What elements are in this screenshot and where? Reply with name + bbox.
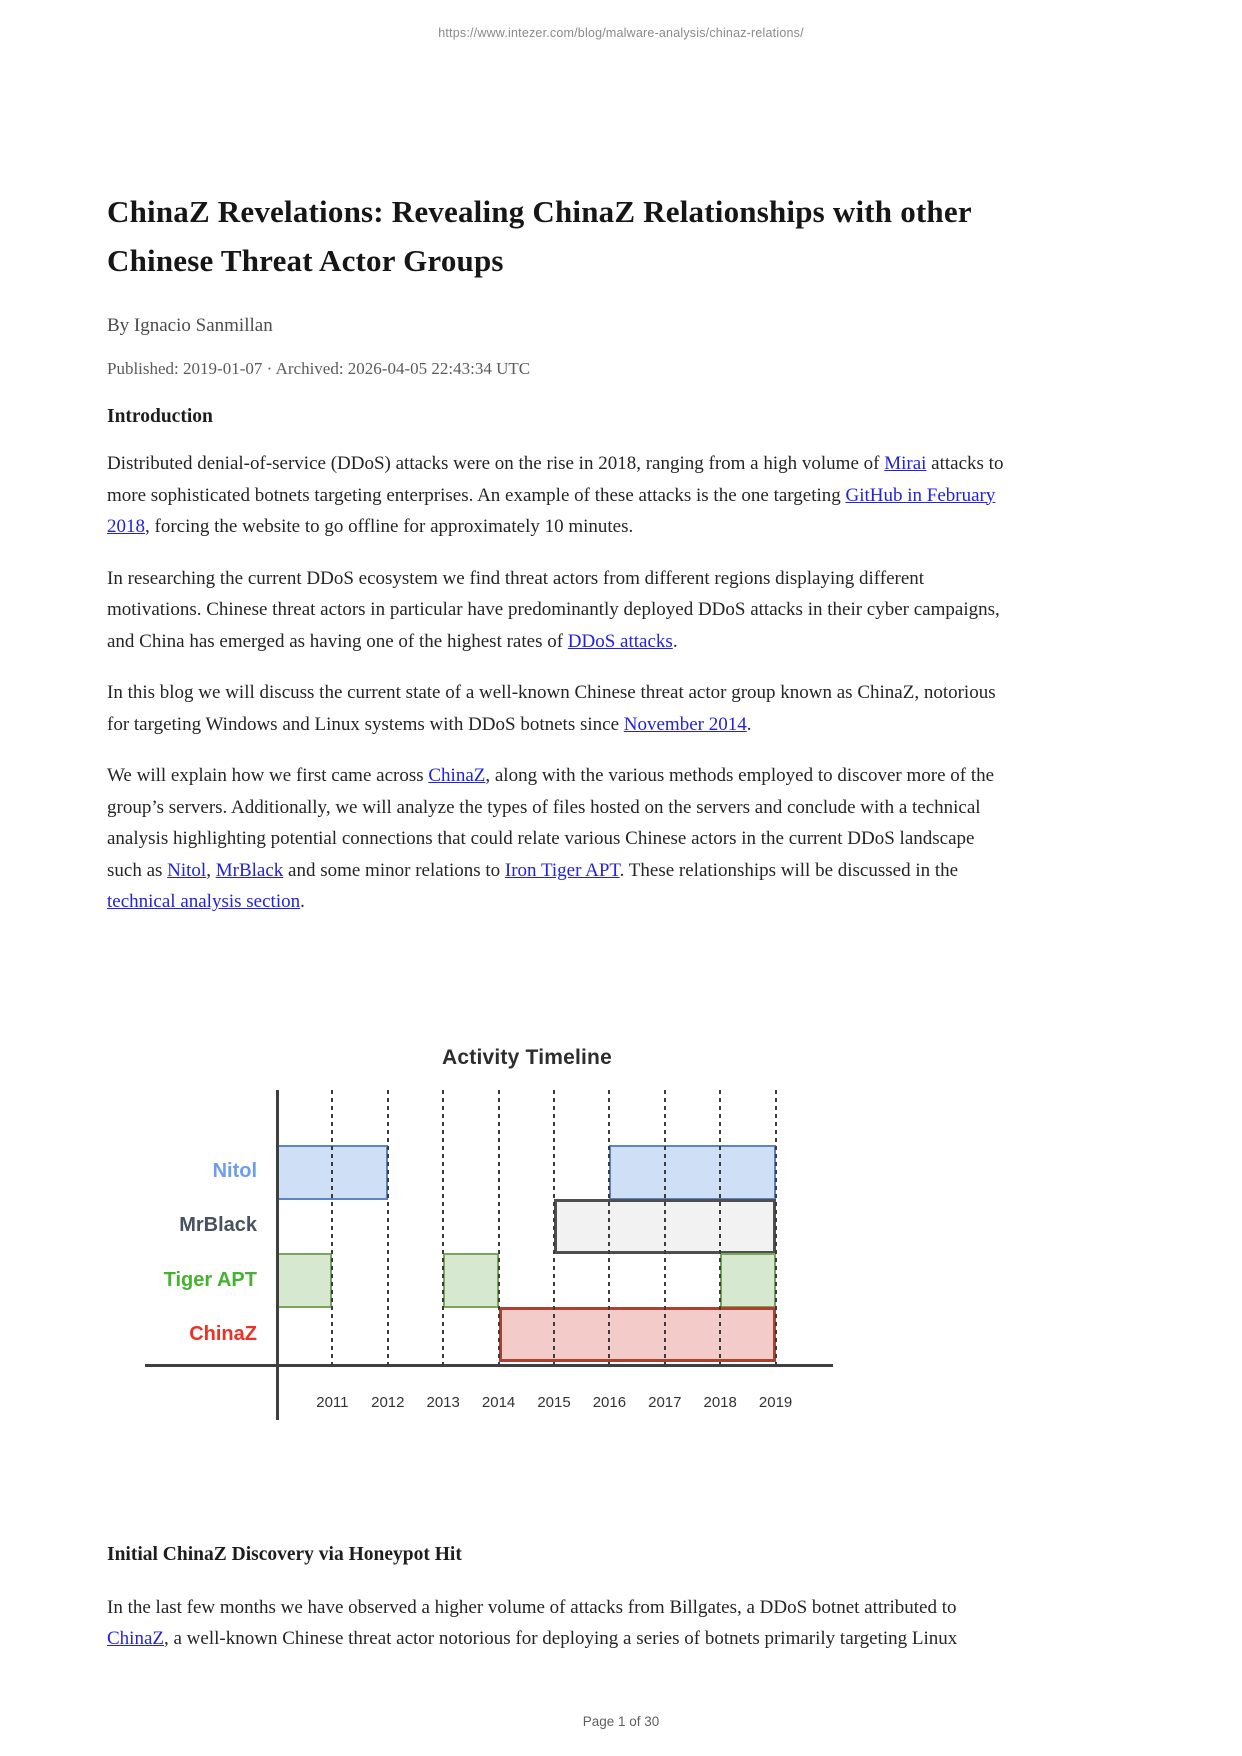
year-label-2011: 2011 bbox=[316, 1393, 349, 1411]
year-label-2013: 2013 bbox=[426, 1393, 460, 1411]
inline-link[interactable]: technical analysis section bbox=[107, 891, 301, 912]
publish-archive-meta: Published: 2019-01-07 · Archived: 2026-04-05 22:43:34 UTC bbox=[107, 359, 531, 378]
gridline-2018 bbox=[719, 1090, 721, 1364]
timeline-bar-tiger-apt bbox=[720, 1253, 775, 1308]
paragraph-3: In this blog we will discuss the current state of a well-known Chinese threat actor group known as ChinaZ, notorious for targeting Windows and Linux systems with DDoS botnets since November 2014. bbox=[107, 682, 996, 735]
year-label-2014: 2014 bbox=[481, 1393, 516, 1411]
article-content bbox=[107, 187, 1007, 1655]
inline-link[interactable]: Iron Tiger APT bbox=[504, 859, 620, 881]
timeline-bar-chinaz bbox=[499, 1307, 776, 1362]
timeline-bar-nitol bbox=[609, 1145, 775, 1200]
year-label-2016: 2016 bbox=[592, 1393, 627, 1411]
row-label-nitol: Nitol bbox=[212, 1160, 257, 1182]
y-axis bbox=[276, 1090, 279, 1420]
chart-title: Activity Timeline bbox=[442, 1045, 612, 1069]
x-axis bbox=[145, 1364, 833, 1367]
inline-link[interactable]: ChinaZ bbox=[107, 1628, 164, 1649]
year-label-2015: 2015 bbox=[537, 1393, 571, 1411]
year-label-2019: 2019 bbox=[758, 1393, 793, 1411]
gridline-2011 bbox=[331, 1090, 333, 1364]
inline-link[interactable]: DDoS attacks bbox=[567, 630, 673, 652]
archive-url: https://www.intezer.com/blog/malware-analysis/chinaz-relations/ bbox=[438, 26, 804, 40]
year-label-2012: 2012 bbox=[371, 1393, 405, 1411]
gridline-2012 bbox=[387, 1090, 389, 1364]
inline-link[interactable]: ChinaZ bbox=[428, 765, 486, 786]
year-label-2018: 2018 bbox=[703, 1393, 737, 1411]
row-label-mrblack: MrBlack bbox=[179, 1214, 257, 1237]
paragraph-5: In the last few months we have observed a higher volume of attacks from Billgates, a DDoS botnet attributed to ChinaZ, a well-known Chinese threat actor notorious for deploying a series of botnets primarily targeting Linux bbox=[107, 1596, 958, 1649]
section-heading-honeypot: Initial ChinaZ Discovery via Honeypot Hit bbox=[107, 1543, 462, 1565]
inline-link[interactable]: November 2014 bbox=[623, 713, 747, 735]
activity-timeline-chart bbox=[107, 1038, 1007, 1438]
section-heading-introduction: Introduction bbox=[107, 406, 213, 427]
paragraph-2: In researching the current DDoS ecosystem we find threat actors from different regions displaying different motivations. Chinese threat actors in particular have predominantly deployed DDoS attacks in their cyber campaigns, and China has emerged as having one of the highest rates of DDoS attacks. bbox=[107, 567, 1000, 652]
timeline-bar-tiger-apt bbox=[277, 1253, 332, 1308]
row-label-chinaz: ChinaZ bbox=[189, 1322, 257, 1345]
chart-canvas bbox=[107, 1038, 1007, 1438]
article-title: ChinaZ Revelations: Revealing ChinaZ Relationships with other Chinese Threat Actor Groups bbox=[107, 194, 972, 278]
inline-link[interactable]: GitHub in February 2018 bbox=[107, 484, 996, 537]
row-label-tiger-apt: Tiger APT bbox=[163, 1268, 257, 1291]
gridline-2015 bbox=[553, 1090, 555, 1364]
timeline-bar-tiger-apt bbox=[443, 1253, 498, 1308]
page-number: Page 1 of 30 bbox=[582, 1714, 660, 1729]
paragraph-4: We will explain how we first came across ChinaZ, along with the various methods employed to discover more of the group’s servers. Additionally, we will analyze the types of files hosted on the servers and conclude with a technical analysis highlighting potential connections that could relate various Chinese actors in the current DDoS landscape such as Nitol, MrBlack and some minor relations to Iron Tiger APT. These relationships will be discussed in the technical analysis section. bbox=[107, 765, 995, 912]
gridline-2013 bbox=[442, 1090, 444, 1364]
paragraph-1: Distributed denial-of-service (DDoS) attacks were on the rise in 2018, ranging from a high volume of Mirai attacks to more sophisticated botnets targeting enterprises. An example of these attacks is the one targeting GitHub in February 2018, forcing the website to go offline for approximately 10 minutes. bbox=[107, 453, 1004, 537]
gridline-2016 bbox=[608, 1090, 610, 1364]
year-label-2017: 2017 bbox=[648, 1393, 682, 1411]
inline-link[interactable]: MrBlack bbox=[215, 859, 284, 881]
inline-link[interactable]: Nitol bbox=[167, 859, 207, 881]
inline-link[interactable]: Mirai bbox=[884, 453, 927, 474]
gridline-2014 bbox=[498, 1090, 500, 1364]
gridline-2019 bbox=[775, 1090, 777, 1364]
byline: By Ignacio Sanmillan bbox=[107, 315, 273, 336]
gridline-2017 bbox=[664, 1090, 666, 1364]
